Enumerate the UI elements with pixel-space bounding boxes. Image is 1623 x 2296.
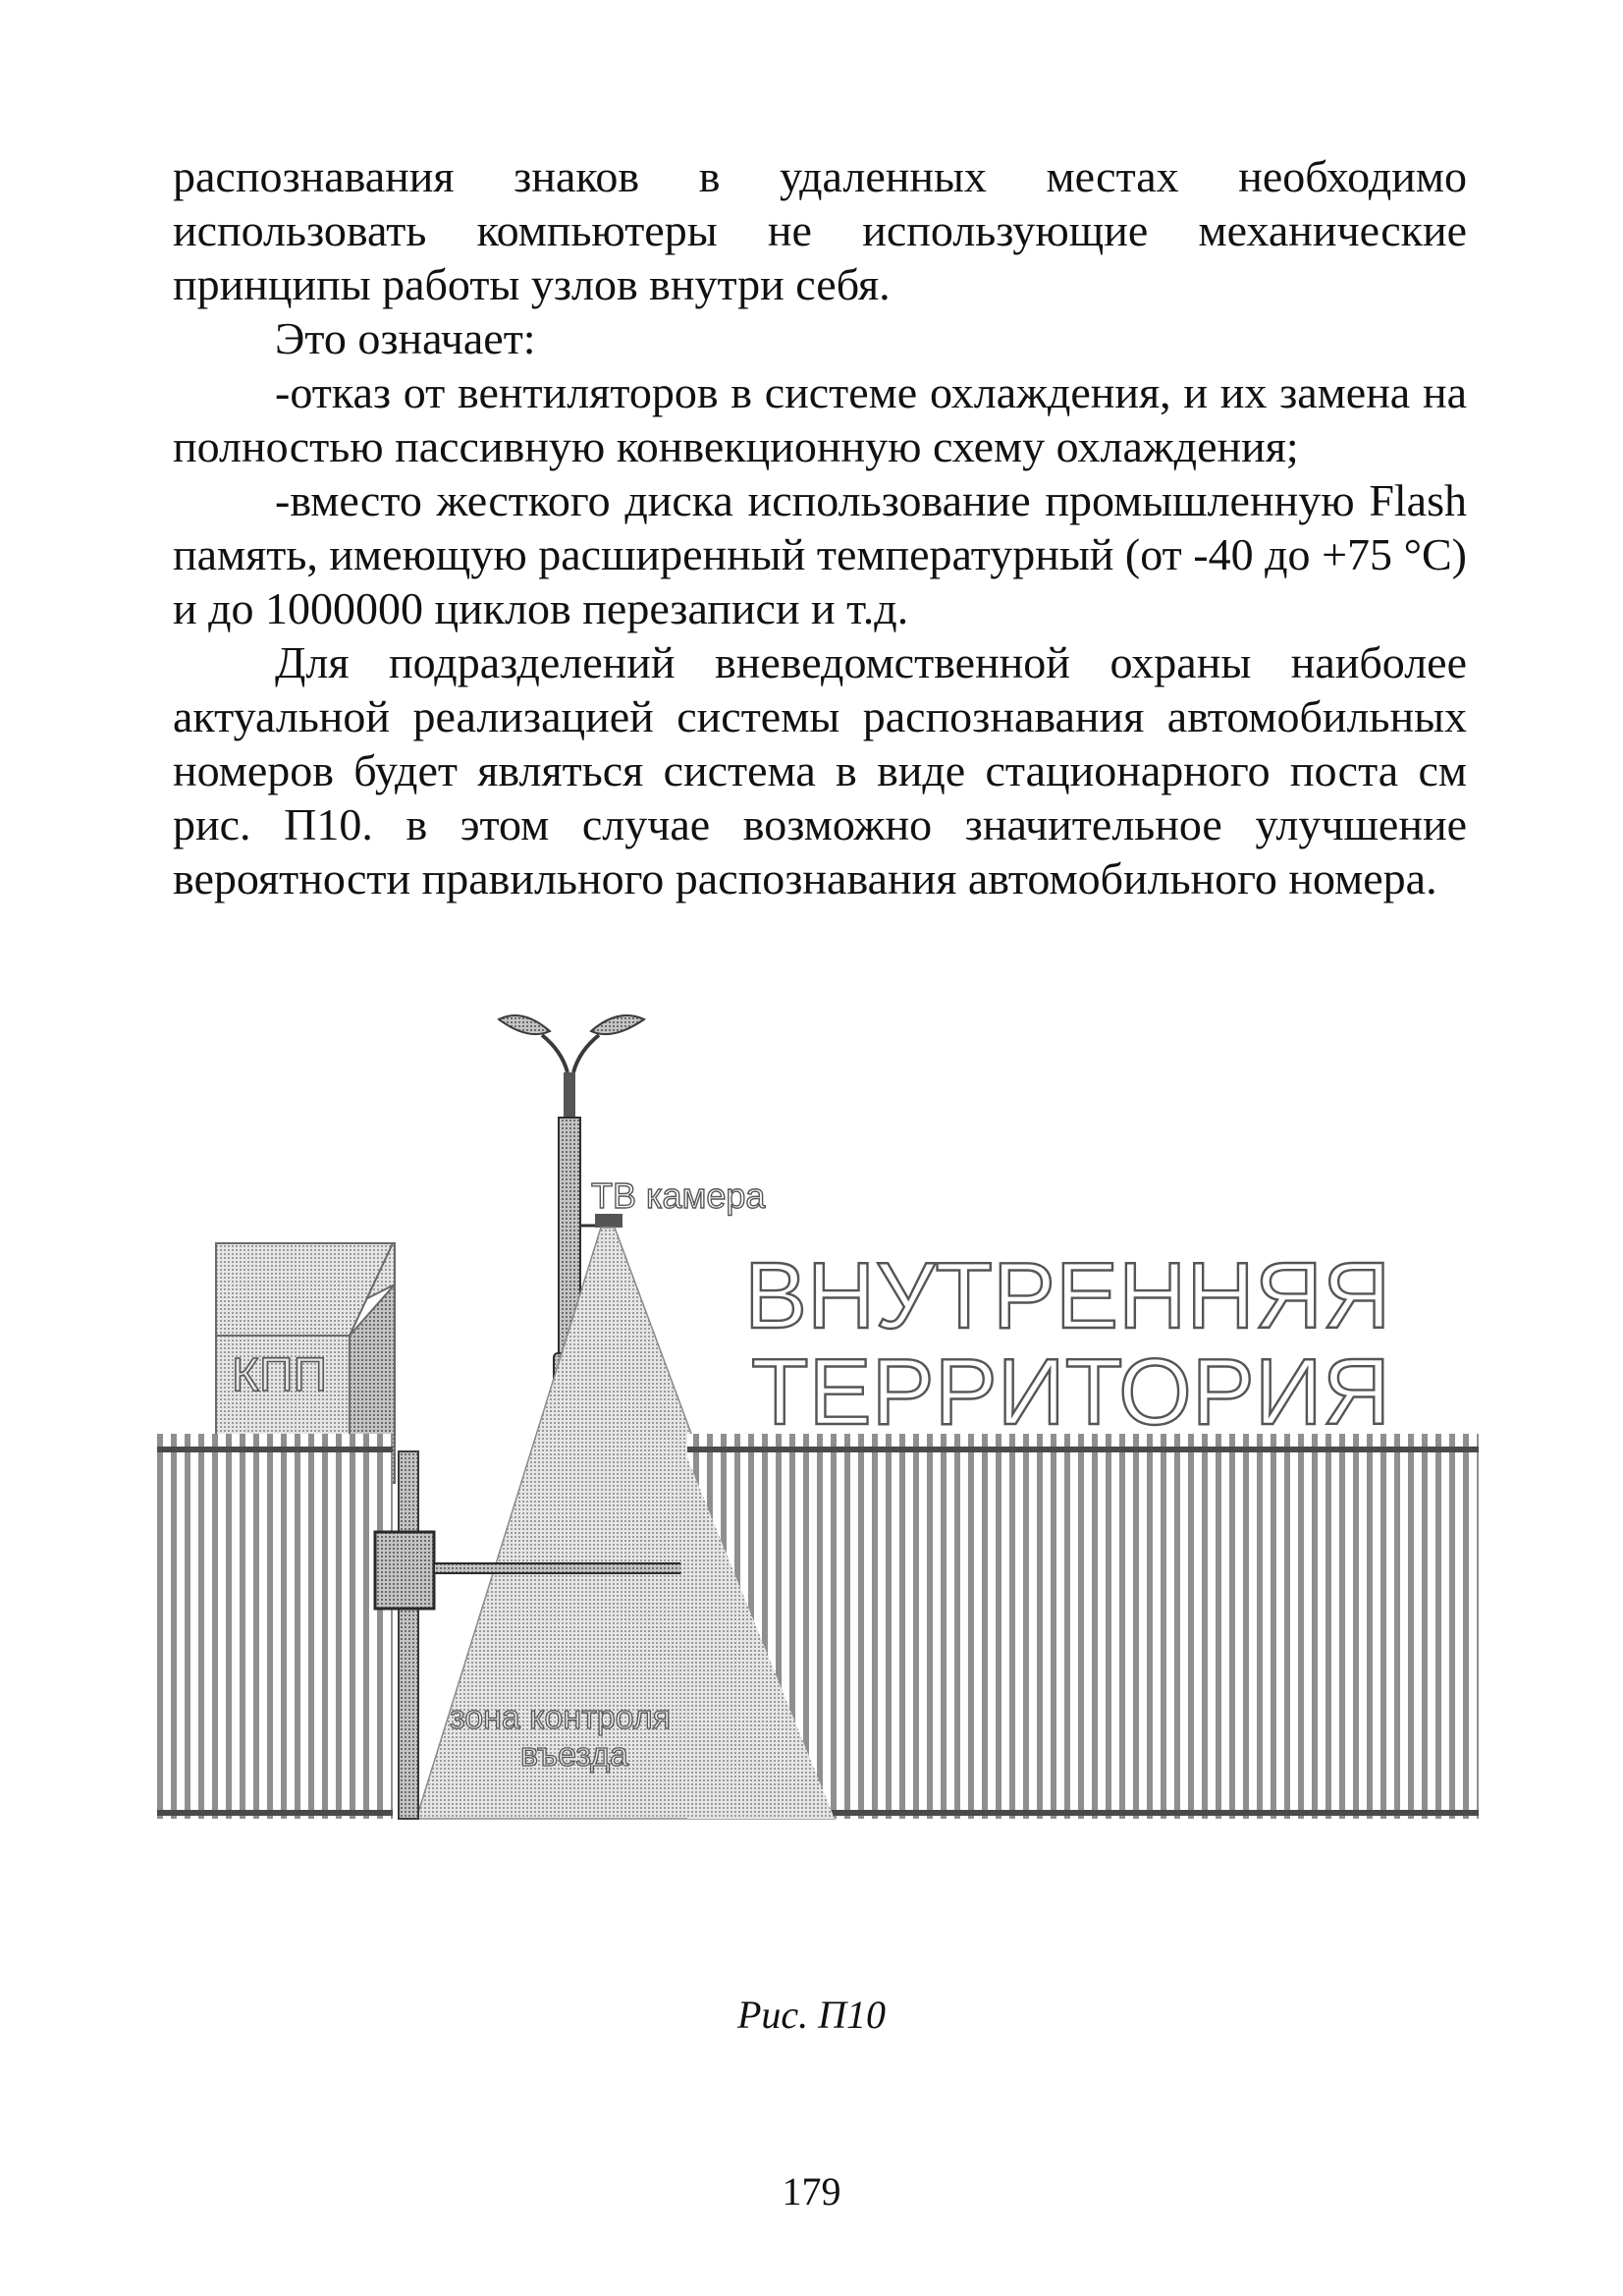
body-text	[173, 149, 1467, 905]
zone-label-line2: въезда	[520, 1736, 628, 1774]
figure-caption: Рис. П10	[736, 1993, 887, 2037]
camera-label: ТВ камера	[591, 1175, 766, 1216]
zone-label-line1: зона контроля	[450, 1699, 672, 1736]
left-fence	[157, 1434, 393, 1819]
paragraph-intro: распознавания знаков в удаленных местах необходимо использовать компьютеры не использующие механические принципы работы узлов внутри себя.	[173, 151, 1467, 309]
paragraph-flash: -вместо жесткого диска использование промышленную Flash память, имеющую расширенный температурный (от -40 до +75 °C) и до 1000000 циклов перезаписи и т.д.	[173, 475, 1467, 633]
paragraph-fans: -отказ от вентиляторов в системе охлаждения, и их замена на полностью пассивную конвекционную схему охлаждения;	[173, 367, 1467, 471]
paragraph-meaning: Это означает:	[275, 313, 536, 363]
checkpoint-figure	[157, 1002, 1492, 1866]
territory-label-line1: ВНУТРЕННЯЯ	[744, 1243, 1391, 1348]
paragraph-security: Для подразделений вневедомственной охраны наиболее актуальной реализацией системы распознавания автомобильных номеров будет являться система в виде стационарного поста см рис. П10. в этом случае возможно значительное улучшение вероятности правильного распознавания автомобильного номера.	[173, 637, 1467, 903]
checkpoint-label: КПП	[232, 1349, 327, 1401]
territory-label-line2: ТЕРРИТОРИЯ	[751, 1339, 1391, 1445]
page-number: 179	[782, 2169, 841, 2214]
checkpoint-diagram	[157, 1002, 1492, 1866]
